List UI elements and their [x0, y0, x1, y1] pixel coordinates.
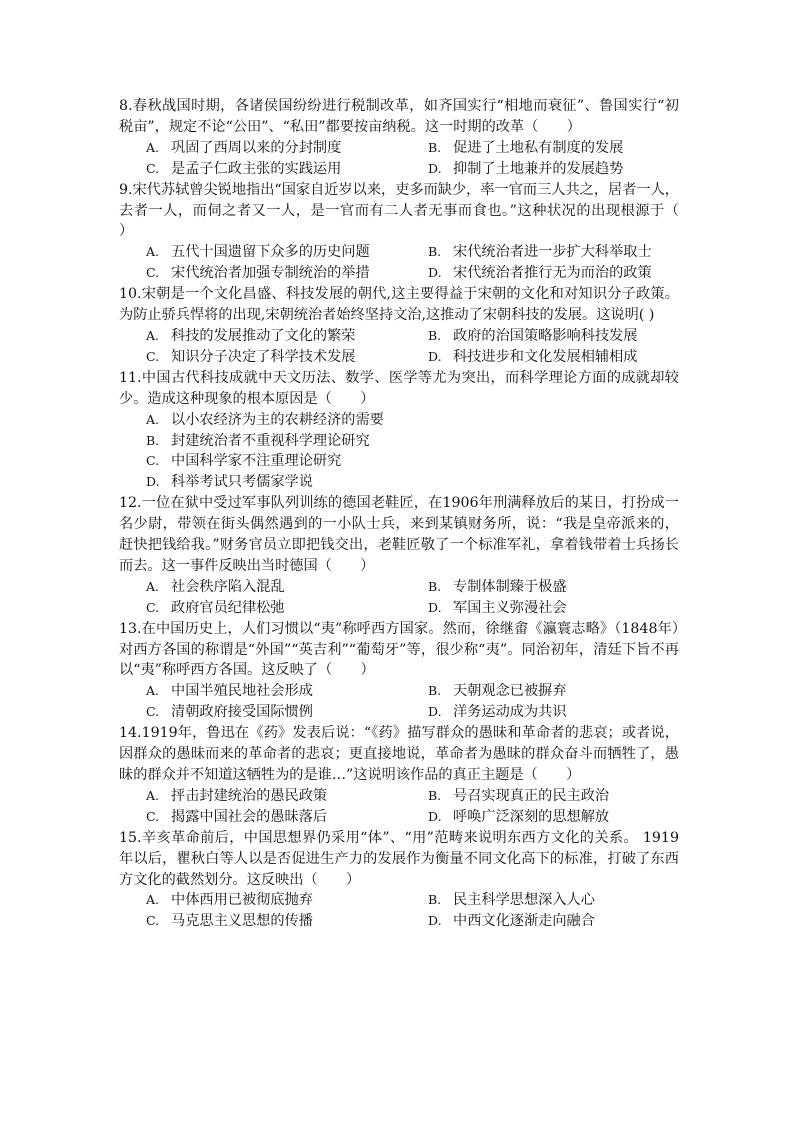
option-text: 中国科学家不注重理论研究 [171, 453, 342, 470]
answer-option [146, 263, 428, 284]
answer-option [146, 472, 679, 493]
option-letter: C. [146, 599, 160, 615]
answer-option [428, 911, 710, 932]
option-text: 号召实现真正的民主政治 [453, 787, 610, 804]
answer-options [119, 410, 679, 494]
option-text: 清朝政府接受国际惯例 [171, 704, 313, 721]
option-text: 巩固了西周以来的分封制度 [171, 139, 342, 156]
answer-options [119, 786, 679, 828]
option-text: 政府官员纪律松弛 [171, 599, 285, 616]
option-text: 中西文化逐渐走向融合 [453, 913, 595, 930]
option-text: 抨击封建统治的愚民政策 [171, 787, 328, 804]
answer-option [146, 326, 428, 347]
answer-option [428, 242, 710, 263]
question-block [119, 284, 679, 368]
answer-option [146, 598, 428, 619]
option-letter: D. [428, 808, 442, 824]
answer-option [146, 431, 679, 452]
option-letter: B. [428, 787, 442, 803]
option-text: 科举考试只考儒家学说 [171, 474, 313, 491]
option-letter: B. [428, 244, 442, 260]
answer-options [119, 242, 679, 284]
question-stem: 11.中国古代科技成就中天文历法、数学、医学等尤为突出，而科学理论方面的成就却较少。造成这种现象的根本原因是（ ） [119, 369, 679, 407]
option-letter: A. [146, 683, 160, 699]
option-letter: A. [146, 578, 160, 594]
answer-options [119, 890, 679, 932]
option-text: 中体西用已被彻底抛弃 [171, 892, 313, 909]
answer-options [119, 681, 679, 723]
option-letter: C. [146, 704, 160, 720]
option-text: 呼唤广泛深刻的思想解放 [453, 808, 610, 825]
option-text: 揭露中国社会的愚昧落后 [171, 808, 328, 825]
answer-options [119, 326, 679, 368]
question-stem: 14.1919年，鲁迅在《药》发表后说：“《药》描写群众的愚昧和革命者的悲哀；或者说，因群众的愚昧而来的革命者的悲哀；更直接地说，革命者为愚昧的群众奋斗而牺牲了，愚昧的群众并不知道这牺牲为的是谁…”这说明该作品的真正主题是（ ） [119, 725, 679, 783]
option-letter: B. [146, 432, 160, 448]
question-block [119, 493, 679, 618]
answer-option [428, 138, 710, 159]
answer-option [146, 577, 428, 598]
option-letter: C. [146, 265, 160, 281]
option-text: 宋代统治者推行无为而治的政策 [453, 265, 652, 282]
answer-option [428, 347, 710, 368]
option-text: 是孟子仁政主张的实践运用 [171, 160, 342, 177]
option-text: 军国主义弥漫社会 [453, 599, 567, 616]
answer-option [428, 598, 710, 619]
question-block [119, 828, 679, 933]
option-text: 社会秩序陷入混乱 [171, 578, 285, 595]
option-letter: A. [146, 327, 160, 343]
option-text: 科技的发展推动了文化的繁荣 [171, 327, 356, 344]
answer-option [146, 702, 428, 723]
question-stem: 8.春秋战国时期，各诸侯国纷纷进行税制改革，如齐国实行“相地而衰征”、鲁国实行“初税亩”，规定不论“公田”、“私田”都要按亩纳税。这一时期的改革（ ） [119, 98, 679, 135]
answer-option [146, 159, 428, 180]
option-letter: D. [428, 160, 442, 176]
option-text: 天朝观念已被摒弃 [453, 683, 567, 700]
answer-option [428, 326, 710, 347]
question-stem: 9.宋代苏轼曾尖锐地指出“国家自近岁以来，吏多而缺少，率一官而三人共之，居者一人，去者一人，而伺之者又一人，是一官而有二人者无事而食也。”这种状况的出现根源于（ ） [119, 181, 708, 240]
answer-option [146, 347, 428, 368]
option-text: 促进了土地私有制度的发展 [453, 139, 624, 156]
question-block [119, 96, 679, 180]
question-block [119, 723, 679, 828]
option-text: 知识分子决定了科学技术发展 [171, 348, 356, 365]
option-letter: B. [428, 892, 442, 908]
option-letter: B. [428, 327, 442, 343]
option-text: 马克思主义思想的传播 [171, 913, 313, 930]
option-letter: C. [146, 453, 160, 469]
option-text: 科技进步和文化发展相辅相成 [453, 348, 638, 365]
answer-option [146, 911, 428, 932]
answer-option [428, 159, 710, 180]
option-text: 中国半殖民地社会形成 [171, 683, 313, 700]
question-block [119, 619, 679, 724]
option-text: 宋代统治者加强专制统治的举措 [171, 265, 370, 282]
option-letter: B. [428, 139, 442, 155]
option-text: 专制体制臻于极盛 [453, 578, 567, 595]
option-letter: D. [428, 599, 442, 615]
option-letter: A. [146, 244, 160, 260]
option-text: 民主科学思想深入人心 [453, 892, 595, 909]
option-text: 五代十国遗留下众多的历史问题 [171, 244, 370, 261]
answer-option [428, 786, 710, 807]
option-letter: A. [146, 787, 160, 803]
answer-option [428, 702, 710, 723]
option-letter: D. [146, 474, 160, 490]
answer-option [428, 577, 710, 598]
answer-option [146, 410, 679, 431]
answer-option [146, 242, 428, 263]
option-letter: C. [146, 348, 160, 364]
answer-option [428, 681, 710, 702]
option-text: 宋代统治者进一步扩大科举取士 [453, 244, 652, 261]
answer-option [428, 263, 710, 284]
answer-options [119, 577, 679, 619]
answer-option [146, 890, 428, 911]
question-stem: 10.宋朝是一个文化昌盛、科技发展的朝代,这主要得益于宋朝的文化和对知识分子政策。为防止骄兵悍将的出现,宋朝统治者始终坚持文治,这推动了宋朝科技的发展。这说明( ) [119, 286, 679, 324]
option-letter: A. [146, 411, 160, 427]
option-letter: A. [146, 139, 160, 155]
option-text: 洋务运动成为共识 [453, 704, 567, 721]
option-letter: D. [428, 348, 442, 364]
option-letter: B. [428, 578, 442, 594]
option-letter: D. [428, 913, 442, 929]
answer-option [146, 786, 428, 807]
option-letter: D. [428, 704, 442, 720]
option-letter: A. [146, 892, 160, 908]
question-stem: 12.一位在狱中受过军事队列训练的德国老鞋匠，在1906年刑满释放后的某日，打扮成一名少尉，带领在街头偶然遇到的一小队士兵，来到某镇财务所，说：“我是皇帝派来的，赶快把钱给我。”财务官员立即把钱交出，老鞋匠敬了一个标准军礼，拿着钱带着士兵扬长而去。这一事件反映出当时德国（ ） [119, 495, 679, 574]
option-text: 封建统治者不重视科学理论研究 [171, 432, 370, 449]
exam-page [119, 96, 708, 932]
answer-option [146, 681, 428, 702]
question-block [119, 180, 708, 285]
question-stem: 13.在中国历史上，人们习惯以“夷”称呼西方国家。然而，徐继畬《瀛寰志略》（1848年）对西方各国的称谓是“外国”“英吉利”“葡萄牙”等，很少称“夷”。同治初年，清廷下旨不再以“夷”称呼西方各国。这反映了（ ） [119, 620, 679, 679]
answer-option [428, 890, 710, 911]
answer-options [119, 138, 679, 180]
option-letter: D. [428, 265, 442, 281]
option-letter: C. [146, 913, 160, 929]
option-letter: C. [146, 808, 160, 824]
answer-option [146, 451, 679, 472]
option-letter: B. [428, 683, 442, 699]
option-text: 政府的治国策略影响科技发展 [453, 327, 638, 344]
question-stem: 15.辛亥革命前后，中国思想界仍采用“体”、“用”范畴来说明东西方文化的关系。 1919年以后，瞿秋白等人以是否促进生产力的发展作为衡量不同文化高下的标准，打破了东西方文化的截然划分。这反映出（ ） [119, 829, 679, 888]
question-block [119, 368, 679, 493]
answer-option [146, 807, 428, 828]
answer-option [428, 807, 710, 828]
answer-option [146, 138, 428, 159]
option-letter: C. [146, 160, 160, 176]
option-text: 以小农经济为主的农耕经济的需要 [171, 411, 384, 428]
option-text: 抑制了土地兼并的发展趋势 [453, 160, 624, 177]
